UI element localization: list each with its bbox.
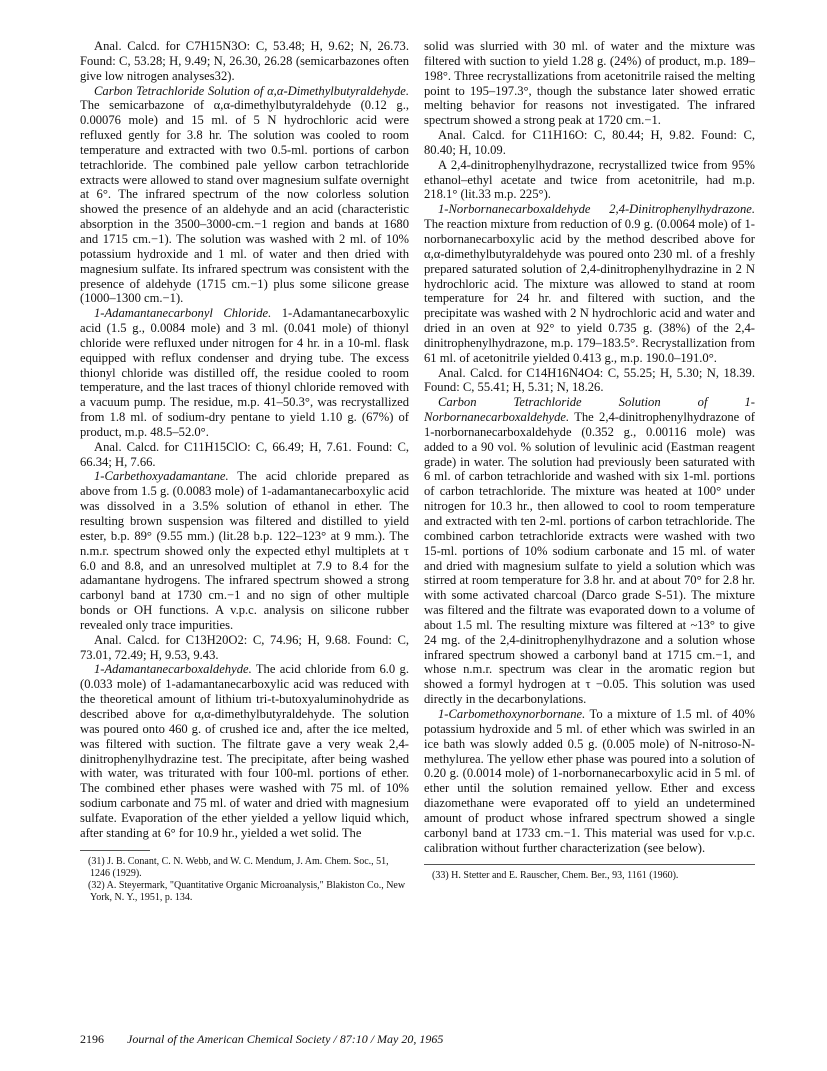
section-paragraph: 1-Adamantanecarboxaldehyde. The acid chloride from 6.0 g. (0.033 mole) of 1-adamantanecarboxylic acid was reduced with the theoretical amount of lithium tri-t-butoxyaluminohydride as described above for α,α-dimethylbutyraldehyde. The solution was poured onto 460 g. of crushed ice and, after the ice melted, was filtered with suction. The filtrate gave a very weak 2,4-dinitrophenylhydrazine test. The precipitate, after being washed with water, was triturated with four 100-ml. portions of ether. The combined ether phases were washed with 75 ml. of 10% sodium carbonate and 75 ml. of water and dried with magnesium sulfate. Evaporation of the ether yielded a yellow liquid which, after standing at 6° for 10.9 hr., yielded a wet solid. The [80, 662, 409, 840]
section-heading: Carbon Tetrachloride Solution of α,α-Dimethylbutyraldehyde. [94, 83, 409, 98]
left-column [80, 39, 409, 904]
section-paragraph: Carbon Tetrachloride Solution of α,α-Dimethylbutyraldehyde. The semicarbazone of α,α-dimethylbutyraldehyde (0.12 g., 0.00076 mole) and 15 ml. of 5 N hydrochloric acid were refluxed gently for 3.8 hr. The solution was cooled to room temperature and extracted with two 0.5-ml. portions of carbon tetrachloride. The combined pale yellow carbon tetrachloride extracts were allowed to stand over magnesium sulfate overnight at 6°. The infrared spectrum of the now colorless solution showed the presence of an aldehyde and an acid (characteristic absorption in the 3500–3000-cm.−1 region and bands at 1680 and 1715 cm.−1). The solution was washed with 2 ml. of 10% potassium hydroxide and 1 ml. of water and then dried with magnesium sulfate. Its infrared spectrum was consistent with the presence of aldehyde (1715 cm.−1) plus some silicone grease (1000–1300 cm.−1). [80, 83, 409, 306]
section-heading: 1-Adamantanecarbonyl Chloride. [94, 306, 272, 321]
section-paragraph: 1-Carbomethoxynorbornane. To a mixture of 1.5 ml. of 40% potassium hydroxide and 5 ml. of ether which was swirled in an ice bath was slowly added 0.5 g. (0.005 mole) of N-nitroso-N-methylurea. The yellow ether phase was poured into a solution of 0.20 g. (0.0014 mole) of 1-norbornanecarboxylic acid in 5 ml. of ether until the solution remained yellow. Ether and excess diazomethane were evaporated off to yield an undetermined amount of product whose infrared spectrum showed a single carbonyl band at 1733 cm.−1. This material was used for v.p.c. calibration without further characterization (see below). [424, 706, 756, 855]
section-paragraph: 1-Adamantanecarbonyl Chloride. 1-Adamantanecarboxylic acid (1.5 g., 0.0084 mole) and 3 ml. (0.041 mole) of thionyl chloride were refluxed under nitrogen for 4 hr. in a 10-ml. flask equipped with reflux condenser and drying tube. The excess thionyl chloride was distilled off, the residue cooled to room temperature, and the last traces of thionyl chloride removed with a vacuum pump. The residue, m.p. 41–50.3°, was recrystallized from 1.8 ml. of sodium-dry pentane to yield 1.10 g. (67%) of product, m.p. 48.5–52.0°. [80, 306, 409, 439]
section-heading: 1-Carbomethoxynorbornane. [438, 706, 586, 721]
body-paragraph: A 2,4-dinitrophenylhydrazone, recrystallized twice from 95% ethanol–ethyl acetate and twice from acetonitrile, had m.p. 218.1° (lit.33 m.p. 225°). [424, 157, 755, 202]
analysis-paragraph: Anal. Calcd. for C14H16N4O4: C, 55.25; H, 5.30; N, 18.39. Found: C, 55.41; H, 5.31; N, 18.26. [424, 365, 755, 395]
section-heading: 1-Carbethoxyadamantane. [94, 469, 229, 484]
analysis-paragraph: Anal. Calcd. for C11H15ClO: C, 66.49; H, 7.61. Found: C, 66.34; H, 7.66. [80, 439, 409, 469]
section-paragraph: Carbon Tetrachloride Solution of 1-Norbornanecarboxaldehyde. The 2,4-dinitrophenylhydrazone of 1-norbornanecarboxaldehyde (0.352 g., 0.00116 mole) was added to a 90 vol. % solution of levulinic acid (Eastman reagent grade) in water. The solution had previously been saturated with 6 ml. of carbon tetrachloride and washed with six 1-ml. portions of carbon tetrachloride. The mixture was heated at 100° under nitrogen for 10.3 hr., then allowed to cool to room temperature and extracted with ten 2-ml. portions of carbon tetrachloride. The combined carbon tetrachloride extracts were washed with two 15-ml. portions of 10% sodium carbonate and 15 ml. of water and dried with magnesium sulfate to yield a solution which was stirred at room temperature for 3.8 hr. and at about 70° for 2.8 hr. with some activated charcoal (Darco grade S-51). The mixture was filtered and the filtrate was evaporated down to a volume of about 1.5 ml. The resulting mixture was filtered at ~13° to give 24 mg. of the 2,4-dinitrophenylhydrazone and a solution whose infrared spectrum showed a carbonyl band at 1715 cm.−1, and whose n.m.r. spectrum was clear in the aromatic region but showed a formyl hydrogen at τ −0.05. This solution was used directly in the decarbonylations. [424, 395, 756, 707]
section-heading: 1-Norbornanecarboxaldehyde 2,4-Dinitrophenylhydrazone. [438, 202, 755, 217]
page-footer [80, 1032, 755, 1047]
section-heading: 1-Adamantanecarboxaldehyde. [94, 662, 252, 677]
footnote: (32) A. Steyermark, "Quantitative Organic Microanalysis," Blakiston Co., New York, N. Y., 1951, p. 134. [88, 879, 406, 903]
continued-paragraph: solid was slurried with 30 ml. of water and the mixture was filtered with suction to yield 1.28 g. (24%) of product, m.p. 189–198°. Three recrystallizations from acetonitrile raised the melting point to 195–197.3°, though the substance later showed erratic melting behavior for reasons not investigated. The infrared spectrum showed a strong peak at 1720 cm.−1. [424, 39, 755, 128]
section-paragraph: 1-Norbornanecarboxaldehyde 2,4-Dinitrophenylhydrazone. The reaction mixture from reduction of 0.9 g. (0.0064 mole) of 1-norbornanecarboxylic acid by the method described above for α,α-dimethylbutyraldehyde was poured onto 230 ml. of a freshly prepared saturated solution of 2,4-dinitrophenylhydrazine in 2 N hydrochloric acid. The mixture was allowed to stand at room temperature for 24 hr. and filtered with suction, and the precipitate was washed with 2 N hydrochloric acid and water and dried in an oven at 92° to yield 0.735 g. (38%) of the 2,4-dinitrophenylhydrazone, m.p. 179–183.5°. Recrystallization from 61 ml. of acetonitrile yielded 0.413 g., m.p. 190.0–191.0°. [424, 202, 755, 365]
analysis-paragraph: Anal. Calcd. for C11H16O: C, 80.44; H, 9.82. Found: C, 80.40; H, 10.09. [424, 128, 755, 157]
page-number: 2196 [80, 1032, 104, 1046]
right-column [424, 39, 755, 882]
footnote-divider [80, 850, 150, 851]
section-paragraph: 1-Carbethoxyadamantane. The acid chloride prepared as above from 1.5 g. (0.0083 mole) of 1-adamantanecarboxylic acid was dissolved in a 3.5% solution of ethanol in ether. The resulting brown suspension was filtered and distilled to yield ester, b.p. 89° (9.55 mm.) (lit.28 b.p. 122–123° at 9 mm.). The n.m.r. spectrum showed only the expected ethyl multiplets at τ 6.0 and 8.8, and an unresolved multiplet at 7.9 to 8.4 for the adamantane hydrogens. The infrared spectrum showed a strong carbonyl band at 1730 cm.−1 and no sign of other multiple bonds or OH functions. A v.p.c. analysis on silicone rubber revealed only trace impurities. [80, 469, 410, 632]
analysis-paragraph: Anal. Calcd. for C13H20O2: C, 74.96; H, 9.68. Found: C, 73.01, 72.49; H, 9.53, 9.43. [80, 632, 409, 662]
journal-citation: Journal of the American Chemical Society / 87:10 / May 20, 1965 [127, 1032, 444, 1046]
footnote-divider [424, 864, 755, 865]
section-heading: Carbon Tetrachloride Solution of 1-Norbornanecarboxaldehyde. [424, 395, 755, 425]
footnote: (31) J. B. Conant, C. N. Webb, and W. C. Mendum, J. Am. Chem. Soc., 51, 1246 (1929). [88, 855, 389, 879]
footnote: (33) H. Stetter and E. Rauscher, Chem. Ber., 93, 1161 (1960). [432, 870, 679, 882]
analysis-paragraph: Anal. Calcd. for C7H15N3O: C, 53.48; H, 9.62; N, 26.73. Found: C, 53.28; H, 9.49; N, 26.30, 26.28 (semicarbazones often give low nitrogen analyses32). [80, 39, 409, 83]
